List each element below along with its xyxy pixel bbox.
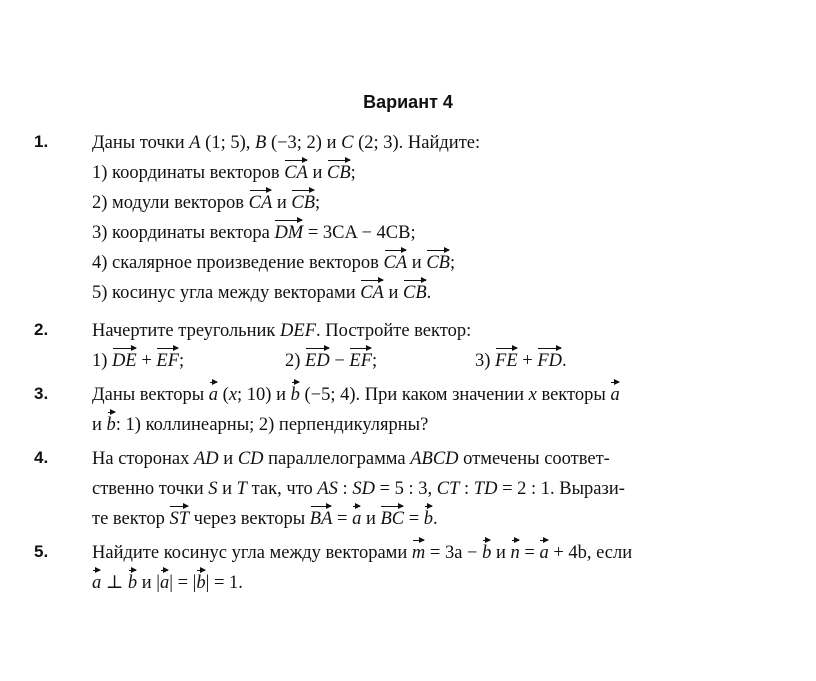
vector-symbol: b — [482, 538, 491, 568]
math-symbol: C — [341, 133, 354, 153]
vector-symbol: FD — [537, 346, 562, 376]
vector-symbol: ED — [305, 346, 330, 376]
task-item: 3) координаты вектора DM = 3CA − 4CB; — [92, 218, 787, 248]
vector-symbol: b — [128, 568, 137, 598]
task-body — [92, 128, 787, 308]
vector-symbol: n — [511, 538, 520, 568]
math-symbol: AD — [194, 449, 219, 469]
vector-symbol: DM — [274, 218, 303, 248]
math-symbol: CD — [237, 449, 264, 469]
math-symbol: S — [208, 479, 218, 499]
vector-symbol: EF — [349, 346, 372, 376]
vector-symbol: CB — [403, 278, 427, 308]
vector-symbol: FE — [495, 346, 518, 376]
math-symbol: DEF — [280, 321, 317, 341]
vector-symbol: CA — [249, 188, 273, 218]
task-item: 2) модули векторов CA и CB; — [92, 188, 787, 218]
vector-symbol: a — [92, 568, 101, 598]
math-symbol: A — [189, 133, 201, 153]
vector-symbol: CB — [426, 248, 450, 278]
math-symbol: SD — [352, 479, 375, 499]
math-symbol: ABCD — [410, 449, 459, 469]
vector-symbol: b — [424, 504, 433, 534]
task-line: a ⊥ b и |a| = |b| = 1. — [92, 568, 787, 598]
task-item: 3) FE + FD. — [475, 346, 567, 376]
vector-symbol: a — [539, 538, 548, 568]
math-symbol: x — [228, 385, 238, 405]
variant-title: Вариант 4 — [363, 92, 453, 112]
task-body — [92, 444, 787, 534]
task-line: Даны векторы a (x; 10) и b (−5; 4). При каком значении x векторы a — [92, 380, 787, 410]
vector-symbol: a — [610, 380, 619, 410]
task-intro: Даны точки A (1; 5), B (−3; 2) и C (2; 3). Найдите: — [92, 133, 481, 153]
vector-symbol: DE — [112, 346, 137, 376]
task-number: 5. — [34, 542, 49, 561]
vector-symbol: a — [209, 380, 218, 410]
task-item: 1) координаты векторов CA и CB; — [92, 158, 787, 188]
vector-symbol: ST — [169, 504, 189, 534]
math-symbol: T — [236, 479, 247, 499]
task-body — [92, 538, 787, 598]
task-line: те вектор ST через векторы BA = a и BC = b. — [92, 504, 787, 534]
task-line: ственно точки S и T так, что AS : SD = 5 : 3, CT : TD = 2 : 1. Вырази- — [92, 479, 625, 499]
task-number: 4. — [34, 448, 49, 467]
task-line: На сторонах AD и CD параллелограмма ABCD отмечены соответ- — [92, 449, 610, 469]
vector-symbol: BC — [380, 504, 404, 534]
task-body — [92, 316, 787, 376]
vector-symbol: a — [160, 568, 169, 598]
vector-symbol: b — [107, 410, 116, 440]
task-items-row — [92, 346, 787, 376]
vector-symbol: a — [352, 504, 361, 534]
task-number: 2. — [34, 320, 49, 339]
vector-symbol: EF — [156, 346, 179, 376]
vector-symbol: CA — [360, 278, 384, 308]
vector-symbol: CA — [384, 248, 408, 278]
task-item: 2) ED − EF; — [285, 346, 377, 376]
vector-symbol: b — [291, 380, 300, 410]
vector-symbol: CB — [327, 158, 351, 188]
math-symbol: TD — [473, 479, 498, 499]
math-symbol: B — [255, 133, 267, 153]
task-number: 1. — [34, 132, 49, 151]
task-item: 5) косинус угла между векторами CA и CB. — [92, 278, 787, 308]
task-line: Найдите косинус угла между векторами m = 3a − b и n = a + 4b, если — [92, 538, 787, 568]
vector-symbol: b — [196, 568, 205, 598]
math-symbol: x — [528, 385, 537, 405]
task-item: 4) скалярное произведение векторов CA и CB; — [92, 248, 787, 278]
task-number: 3. — [34, 384, 49, 403]
task-line: и b: 1) коллинеарны; 2) перпендикулярны? — [92, 410, 787, 440]
vector-symbol: CA — [284, 158, 308, 188]
vector-symbol: CB — [291, 188, 315, 218]
task-item: 1) DE + EF; — [92, 346, 184, 376]
vector-symbol: m — [412, 538, 425, 568]
math-symbol: AS — [317, 479, 338, 499]
task-body — [92, 380, 787, 440]
math-symbol: CT — [436, 479, 460, 499]
vector-symbol: BA — [310, 504, 333, 534]
task-intro: Начертите треугольник DEF. Постройте вектор: — [92, 321, 472, 341]
